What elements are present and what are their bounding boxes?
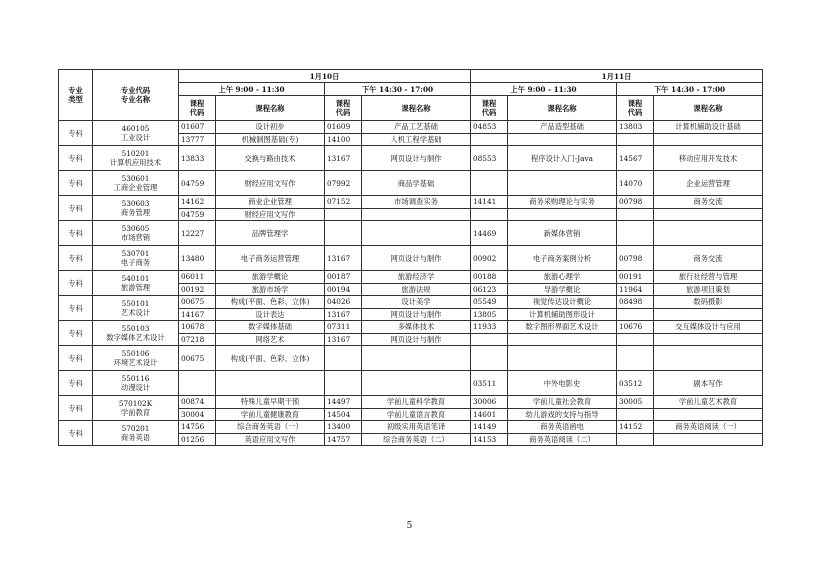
course-name-cell: 旅游学概论 bbox=[216, 271, 325, 284]
course-name-cell: 学前儿童社会教育 bbox=[508, 396, 617, 409]
course-name-cell: 交互媒体设计与应用 bbox=[654, 321, 763, 334]
course-code-cell: 00902 bbox=[471, 246, 508, 271]
major-code: 530701 bbox=[121, 249, 150, 258]
course-name-cell bbox=[654, 133, 763, 146]
course-code-cell: 07152 bbox=[325, 196, 362, 209]
course-name-cell: 移动应用开发技术 bbox=[654, 146, 763, 171]
course-name-cell: 初级实用英语笔译 bbox=[362, 421, 471, 434]
course-code-cell: 30006 bbox=[471, 396, 508, 409]
major-type-cell: 专科 bbox=[59, 421, 93, 446]
header-major-type-line-2: 类型 bbox=[68, 95, 83, 104]
course-name-cell: 设计美学 bbox=[362, 296, 471, 309]
major-type-cell: 专科 bbox=[59, 171, 93, 196]
course-name-cell: 市场调查实务 bbox=[362, 196, 471, 209]
course-code-cell: 01607 bbox=[179, 121, 216, 134]
header-course-code-line-2: 代码 bbox=[481, 108, 497, 117]
course-code-cell: 07218 bbox=[179, 333, 216, 346]
major-type-cell: 专科 bbox=[59, 246, 93, 271]
course-name-cell bbox=[362, 208, 471, 221]
course-name-cell bbox=[654, 208, 763, 221]
major-name: 电子商务 bbox=[120, 258, 151, 267]
course-code-cell: 13803 bbox=[617, 121, 654, 134]
major-code: 460105 bbox=[121, 124, 150, 133]
header-major-name-label: 专业名称 bbox=[120, 95, 151, 104]
course-name-cell: 电子商务运营管理 bbox=[216, 246, 325, 271]
course-name-cell: 新媒体营销 bbox=[508, 221, 617, 246]
major-cell bbox=[93, 296, 179, 321]
major-type-cell: 专科 bbox=[59, 121, 93, 146]
course-name-cell: 构成(平面、色彩、立体) bbox=[216, 346, 325, 371]
course-name-cell: 旅游法规 bbox=[362, 283, 471, 296]
course-code-cell: 14567 bbox=[617, 146, 654, 171]
major-name: 工商企业管理 bbox=[113, 183, 158, 192]
course-code-cell: 06011 bbox=[179, 271, 216, 284]
course-code-cell: 10678 bbox=[179, 321, 216, 334]
course-code-cell: 14504 bbox=[325, 408, 362, 421]
course-code-cell bbox=[617, 221, 654, 246]
header-day-1-pm: 下午 14:30 - 17:00 bbox=[325, 83, 471, 96]
header-course-code bbox=[325, 96, 362, 121]
course-name-cell bbox=[216, 371, 325, 396]
header-major-type bbox=[59, 70, 93, 121]
course-name-cell: 人机工程学基础 bbox=[362, 133, 471, 146]
course-code-cell: 03511 bbox=[471, 371, 508, 396]
course-name-cell bbox=[654, 408, 763, 421]
course-name-cell: 旅游经济学 bbox=[362, 271, 471, 284]
major-name: 市场营销 bbox=[120, 233, 151, 242]
course-name-cell: 网页设计与制作 bbox=[362, 333, 471, 346]
major-name: 环境艺术设计 bbox=[113, 358, 158, 367]
course-name-cell: 中外电影史 bbox=[508, 371, 617, 396]
table-row bbox=[59, 196, 763, 209]
table-row bbox=[59, 321, 763, 334]
course-name-cell: 多媒体技术 bbox=[362, 321, 471, 334]
course-name-cell: 商务交流 bbox=[654, 246, 763, 271]
course-name-cell: 旅游市场学 bbox=[216, 283, 325, 296]
course-code-cell: 14757 bbox=[325, 433, 362, 446]
course-code-cell: 04759 bbox=[179, 171, 216, 196]
table-row bbox=[59, 296, 763, 309]
major-code: 510201 bbox=[121, 149, 150, 158]
course-name-cell: 商务英语函电 bbox=[508, 421, 617, 434]
major-type-cell: 专科 bbox=[59, 296, 93, 321]
course-name-cell: 程序设计入门-Java bbox=[508, 146, 617, 171]
major-name: 计算机应用技术 bbox=[109, 158, 162, 167]
course-name-cell: 网页设计与制作 bbox=[362, 246, 471, 271]
course-code-cell: 13805 bbox=[471, 308, 508, 321]
table-row bbox=[59, 121, 763, 134]
course-name-cell: 商务交流 bbox=[654, 196, 763, 209]
course-code-cell bbox=[617, 308, 654, 321]
course-code-cell: 13480 bbox=[179, 246, 216, 271]
course-name-cell bbox=[508, 208, 617, 221]
course-code-cell: 00192 bbox=[179, 283, 216, 296]
major-code: 550101 bbox=[121, 299, 150, 308]
course-code-cell: 04853 bbox=[471, 121, 508, 134]
major-name: 艺术设计 bbox=[120, 308, 151, 317]
major-cell bbox=[93, 246, 179, 271]
course-name-cell bbox=[362, 221, 471, 246]
course-code-cell: 13400 bbox=[325, 421, 362, 434]
major-type-cell: 专科 bbox=[59, 196, 93, 221]
course-code-cell bbox=[471, 171, 508, 196]
course-code-cell: 14152 bbox=[617, 421, 654, 434]
course-name-cell: 计算机辅助图形设计 bbox=[508, 308, 617, 321]
course-name-cell: 视觉传达设计概论 bbox=[508, 296, 617, 309]
course-name-cell: 财经应用文写作 bbox=[216, 208, 325, 221]
course-name-cell: 综合商务英语（二） bbox=[362, 433, 471, 446]
major-code: 550103 bbox=[121, 324, 150, 333]
course-code-cell: 00188 bbox=[471, 271, 508, 284]
major-code: 540101 bbox=[121, 274, 150, 283]
course-name-cell: 商务采购理论与实务 bbox=[508, 196, 617, 209]
course-code-cell: 00187 bbox=[325, 271, 362, 284]
course-code-cell: 00874 bbox=[179, 396, 216, 409]
course-code-cell: 14149 bbox=[471, 421, 508, 434]
course-code-cell: 08498 bbox=[617, 296, 654, 309]
course-name-cell bbox=[508, 333, 617, 346]
course-code-cell bbox=[617, 346, 654, 371]
major-cell bbox=[93, 346, 179, 371]
header-course-code-line-1: 课程 bbox=[189, 99, 205, 108]
course-name-cell: 幼儿游戏的支持与指导 bbox=[508, 408, 617, 421]
major-type-cell: 专科 bbox=[59, 371, 93, 396]
major-code: 570201 bbox=[121, 424, 150, 433]
course-code-cell bbox=[325, 371, 362, 396]
course-name-cell: 交换与路由技术 bbox=[216, 146, 325, 171]
course-name-cell: 学前儿童健康教育 bbox=[216, 408, 325, 421]
course-name-cell: 设计表达 bbox=[216, 308, 325, 321]
header-course-code-line-2: 代码 bbox=[335, 108, 351, 117]
course-name-cell bbox=[362, 346, 471, 371]
course-code-cell: 01256 bbox=[179, 433, 216, 446]
header-course-name: 课程名称 bbox=[362, 96, 471, 121]
exam-schedule-table bbox=[58, 69, 763, 446]
course-code-cell bbox=[325, 346, 362, 371]
course-code-cell bbox=[471, 133, 508, 146]
table-row bbox=[59, 421, 763, 434]
header-course-code-line-1: 课程 bbox=[627, 99, 643, 108]
course-code-cell: 13777 bbox=[179, 133, 216, 146]
header-course-code bbox=[179, 96, 216, 121]
header-course-code-line-1: 课程 bbox=[481, 99, 497, 108]
table-row bbox=[59, 396, 763, 409]
course-code-cell: 14497 bbox=[325, 396, 362, 409]
course-name-cell: 学前儿童语言教育 bbox=[362, 408, 471, 421]
course-name-cell bbox=[654, 346, 763, 371]
course-code-cell bbox=[325, 221, 362, 246]
major-cell bbox=[93, 171, 179, 196]
course-name-cell: 英语应用文写作 bbox=[216, 433, 325, 446]
course-name-cell: 学前儿童艺术教育 bbox=[654, 396, 763, 409]
course-code-cell: 03512 bbox=[617, 371, 654, 396]
table-row bbox=[59, 171, 763, 196]
course-code-cell: 12227 bbox=[179, 221, 216, 246]
major-code: 550116 bbox=[121, 374, 150, 383]
table-row bbox=[59, 346, 763, 371]
course-code-cell: 14167 bbox=[179, 308, 216, 321]
course-code-cell bbox=[617, 208, 654, 221]
course-name-cell: 旅游项目策划 bbox=[654, 283, 763, 296]
major-code: 550106 bbox=[121, 349, 150, 358]
major-type-cell: 专科 bbox=[59, 396, 93, 421]
course-code-cell: 14601 bbox=[471, 408, 508, 421]
course-code-cell: 13167 bbox=[325, 146, 362, 171]
course-name-cell bbox=[508, 346, 617, 371]
course-name-cell: 计算机辅助设计基础 bbox=[654, 121, 763, 134]
header-course-code bbox=[471, 96, 508, 121]
course-code-cell: 30004 bbox=[179, 408, 216, 421]
course-name-cell: 财经应用文写作 bbox=[216, 171, 325, 196]
course-name-cell: 网页设计与制作 bbox=[362, 308, 471, 321]
major-code: 530601 bbox=[121, 174, 150, 183]
course-name-cell bbox=[654, 221, 763, 246]
header-course-name: 课程名称 bbox=[654, 96, 763, 121]
course-name-cell: 商品学基础 bbox=[362, 171, 471, 196]
header-course-code bbox=[617, 96, 654, 121]
course-name-cell bbox=[508, 133, 617, 146]
major-type-cell: 专科 bbox=[59, 271, 93, 296]
header-course-name: 课程名称 bbox=[216, 96, 325, 121]
course-name-cell bbox=[508, 171, 617, 196]
course-code-cell: 30005 bbox=[617, 396, 654, 409]
course-name-cell: 综合商务英语（一） bbox=[216, 421, 325, 434]
course-code-cell bbox=[471, 208, 508, 221]
course-name-cell: 电子商务案例分析 bbox=[508, 246, 617, 271]
major-name: 学前教育 bbox=[120, 408, 151, 417]
course-code-cell: 00798 bbox=[617, 196, 654, 209]
major-name: 数字媒体艺术设计 bbox=[106, 333, 165, 342]
major-type-cell: 专科 bbox=[59, 221, 93, 246]
header-major-type-line-1: 专业 bbox=[68, 86, 83, 95]
major-code: 570102K bbox=[118, 399, 153, 408]
major-cell bbox=[93, 221, 179, 246]
major-cell bbox=[93, 146, 179, 171]
table-row bbox=[59, 221, 763, 246]
course-name-cell: 导游学概论 bbox=[508, 283, 617, 296]
course-code-cell: 14100 bbox=[325, 133, 362, 146]
course-name-cell: 数字媒体基础 bbox=[216, 321, 325, 334]
course-code-cell bbox=[471, 333, 508, 346]
course-name-cell: 商务英语阅读（二） bbox=[508, 433, 617, 446]
course-name-cell: 剧本写作 bbox=[654, 371, 763, 396]
course-name-cell: 品牌管理学 bbox=[216, 221, 325, 246]
course-code-cell: 08553 bbox=[471, 146, 508, 171]
course-code-cell: 01609 bbox=[325, 121, 362, 134]
header-course-code-line-2: 代码 bbox=[189, 108, 205, 117]
major-type-cell: 专科 bbox=[59, 346, 93, 371]
course-code-cell: 05549 bbox=[471, 296, 508, 309]
course-code-cell bbox=[617, 133, 654, 146]
course-code-cell bbox=[617, 333, 654, 346]
header-major bbox=[93, 70, 179, 121]
course-name-cell: 产品造型基础 bbox=[508, 121, 617, 134]
course-code-cell: 13167 bbox=[325, 333, 362, 346]
header-course-name: 课程名称 bbox=[508, 96, 617, 121]
table-row bbox=[59, 371, 763, 396]
course-code-cell: 07992 bbox=[325, 171, 362, 196]
header-course-code-line-2: 代码 bbox=[627, 108, 643, 117]
major-cell bbox=[93, 421, 179, 446]
major-code: 530603 bbox=[121, 199, 150, 208]
course-code-cell: 14469 bbox=[471, 221, 508, 246]
header-day-2-am: 上午 9:00 - 11:30 bbox=[471, 83, 617, 96]
header-course-code-line-1: 课程 bbox=[335, 99, 351, 108]
course-code-cell bbox=[617, 408, 654, 421]
course-name-cell: 企业运营管理 bbox=[654, 171, 763, 196]
course-name-cell bbox=[362, 371, 471, 396]
course-name-cell: 数字图形界面艺术设计 bbox=[508, 321, 617, 334]
table-row bbox=[59, 246, 763, 271]
course-code-cell: 11964 bbox=[617, 283, 654, 296]
course-code-cell bbox=[179, 371, 216, 396]
major-code: 530605 bbox=[121, 224, 150, 233]
course-code-cell: 00191 bbox=[617, 271, 654, 284]
page-number: 5 bbox=[406, 521, 413, 531]
course-code-cell: 13167 bbox=[325, 308, 362, 321]
major-name: 旅游管理 bbox=[120, 283, 151, 292]
course-name-cell: 产品工艺基础 bbox=[362, 121, 471, 134]
course-code-cell: 00675 bbox=[179, 346, 216, 371]
course-name-cell bbox=[654, 308, 763, 321]
header-day-2: 1月11日 bbox=[471, 70, 763, 83]
major-cell bbox=[93, 121, 179, 146]
course-name-cell bbox=[654, 433, 763, 446]
course-name-cell: 旅行社经营与管理 bbox=[654, 271, 763, 284]
header-row-days bbox=[59, 70, 763, 83]
course-code-cell bbox=[325, 208, 362, 221]
major-name: 商务管理 bbox=[120, 208, 151, 217]
course-name-cell bbox=[654, 333, 763, 346]
major-name: 动漫设计 bbox=[120, 383, 151, 392]
major-name: 商务英语 bbox=[120, 433, 151, 442]
course-code-cell: 04759 bbox=[179, 208, 216, 221]
course-code-cell bbox=[471, 346, 508, 371]
course-name-cell: 网页设计与制作 bbox=[362, 146, 471, 171]
course-name-cell: 机械制图基础(专) bbox=[216, 133, 325, 146]
course-name-cell: 构成(平面、色彩、立体) bbox=[216, 296, 325, 309]
course-name-cell: 数码摄影 bbox=[654, 296, 763, 309]
major-cell bbox=[93, 321, 179, 346]
course-name-cell: 商务英语阅读（一） bbox=[654, 421, 763, 434]
header-major-code-label: 专业代码 bbox=[120, 86, 151, 95]
course-code-cell: 04026 bbox=[325, 296, 362, 309]
major-cell bbox=[93, 196, 179, 221]
course-name-cell: 特殊儿童早期干预 bbox=[216, 396, 325, 409]
course-name-cell: 商业企业管理 bbox=[216, 196, 325, 209]
course-name-cell: 学前儿童科学教育 bbox=[362, 396, 471, 409]
course-code-cell: 10676 bbox=[617, 321, 654, 334]
course-name-cell: 设计初步 bbox=[216, 121, 325, 134]
course-code-cell: 00675 bbox=[179, 296, 216, 309]
table-row bbox=[59, 271, 763, 284]
major-type-cell: 专科 bbox=[59, 146, 93, 171]
course-code-cell: 14756 bbox=[179, 421, 216, 434]
course-code-cell bbox=[617, 433, 654, 446]
course-name-cell: 旅游心理学 bbox=[508, 271, 617, 284]
major-cell bbox=[93, 396, 179, 421]
course-code-cell: 11933 bbox=[471, 321, 508, 334]
major-cell bbox=[93, 371, 179, 396]
major-name: 工业设计 bbox=[120, 133, 151, 142]
course-code-cell: 13167 bbox=[325, 246, 362, 271]
course-code-cell: 00798 bbox=[617, 246, 654, 271]
course-code-cell: 14162 bbox=[179, 196, 216, 209]
course-code-cell: 13833 bbox=[179, 146, 216, 171]
major-cell bbox=[93, 271, 179, 296]
table-row bbox=[59, 146, 763, 171]
course-code-cell: 06123 bbox=[471, 283, 508, 296]
course-code-cell: 14141 bbox=[471, 196, 508, 209]
major-type-cell: 专科 bbox=[59, 321, 93, 346]
course-name-cell: 网络艺术 bbox=[216, 333, 325, 346]
course-code-cell: 07311 bbox=[325, 321, 362, 334]
course-code-cell: 14153 bbox=[471, 433, 508, 446]
course-code-cell: 14070 bbox=[617, 171, 654, 196]
exam-schedule-body bbox=[59, 70, 763, 446]
header-day-2-pm: 下午 14:30 - 17:00 bbox=[617, 83, 763, 96]
course-code-cell: 00194 bbox=[325, 283, 362, 296]
header-day-1: 1月10日 bbox=[179, 70, 471, 83]
header-day-1-am: 上午 9:00 - 11:30 bbox=[179, 83, 325, 96]
